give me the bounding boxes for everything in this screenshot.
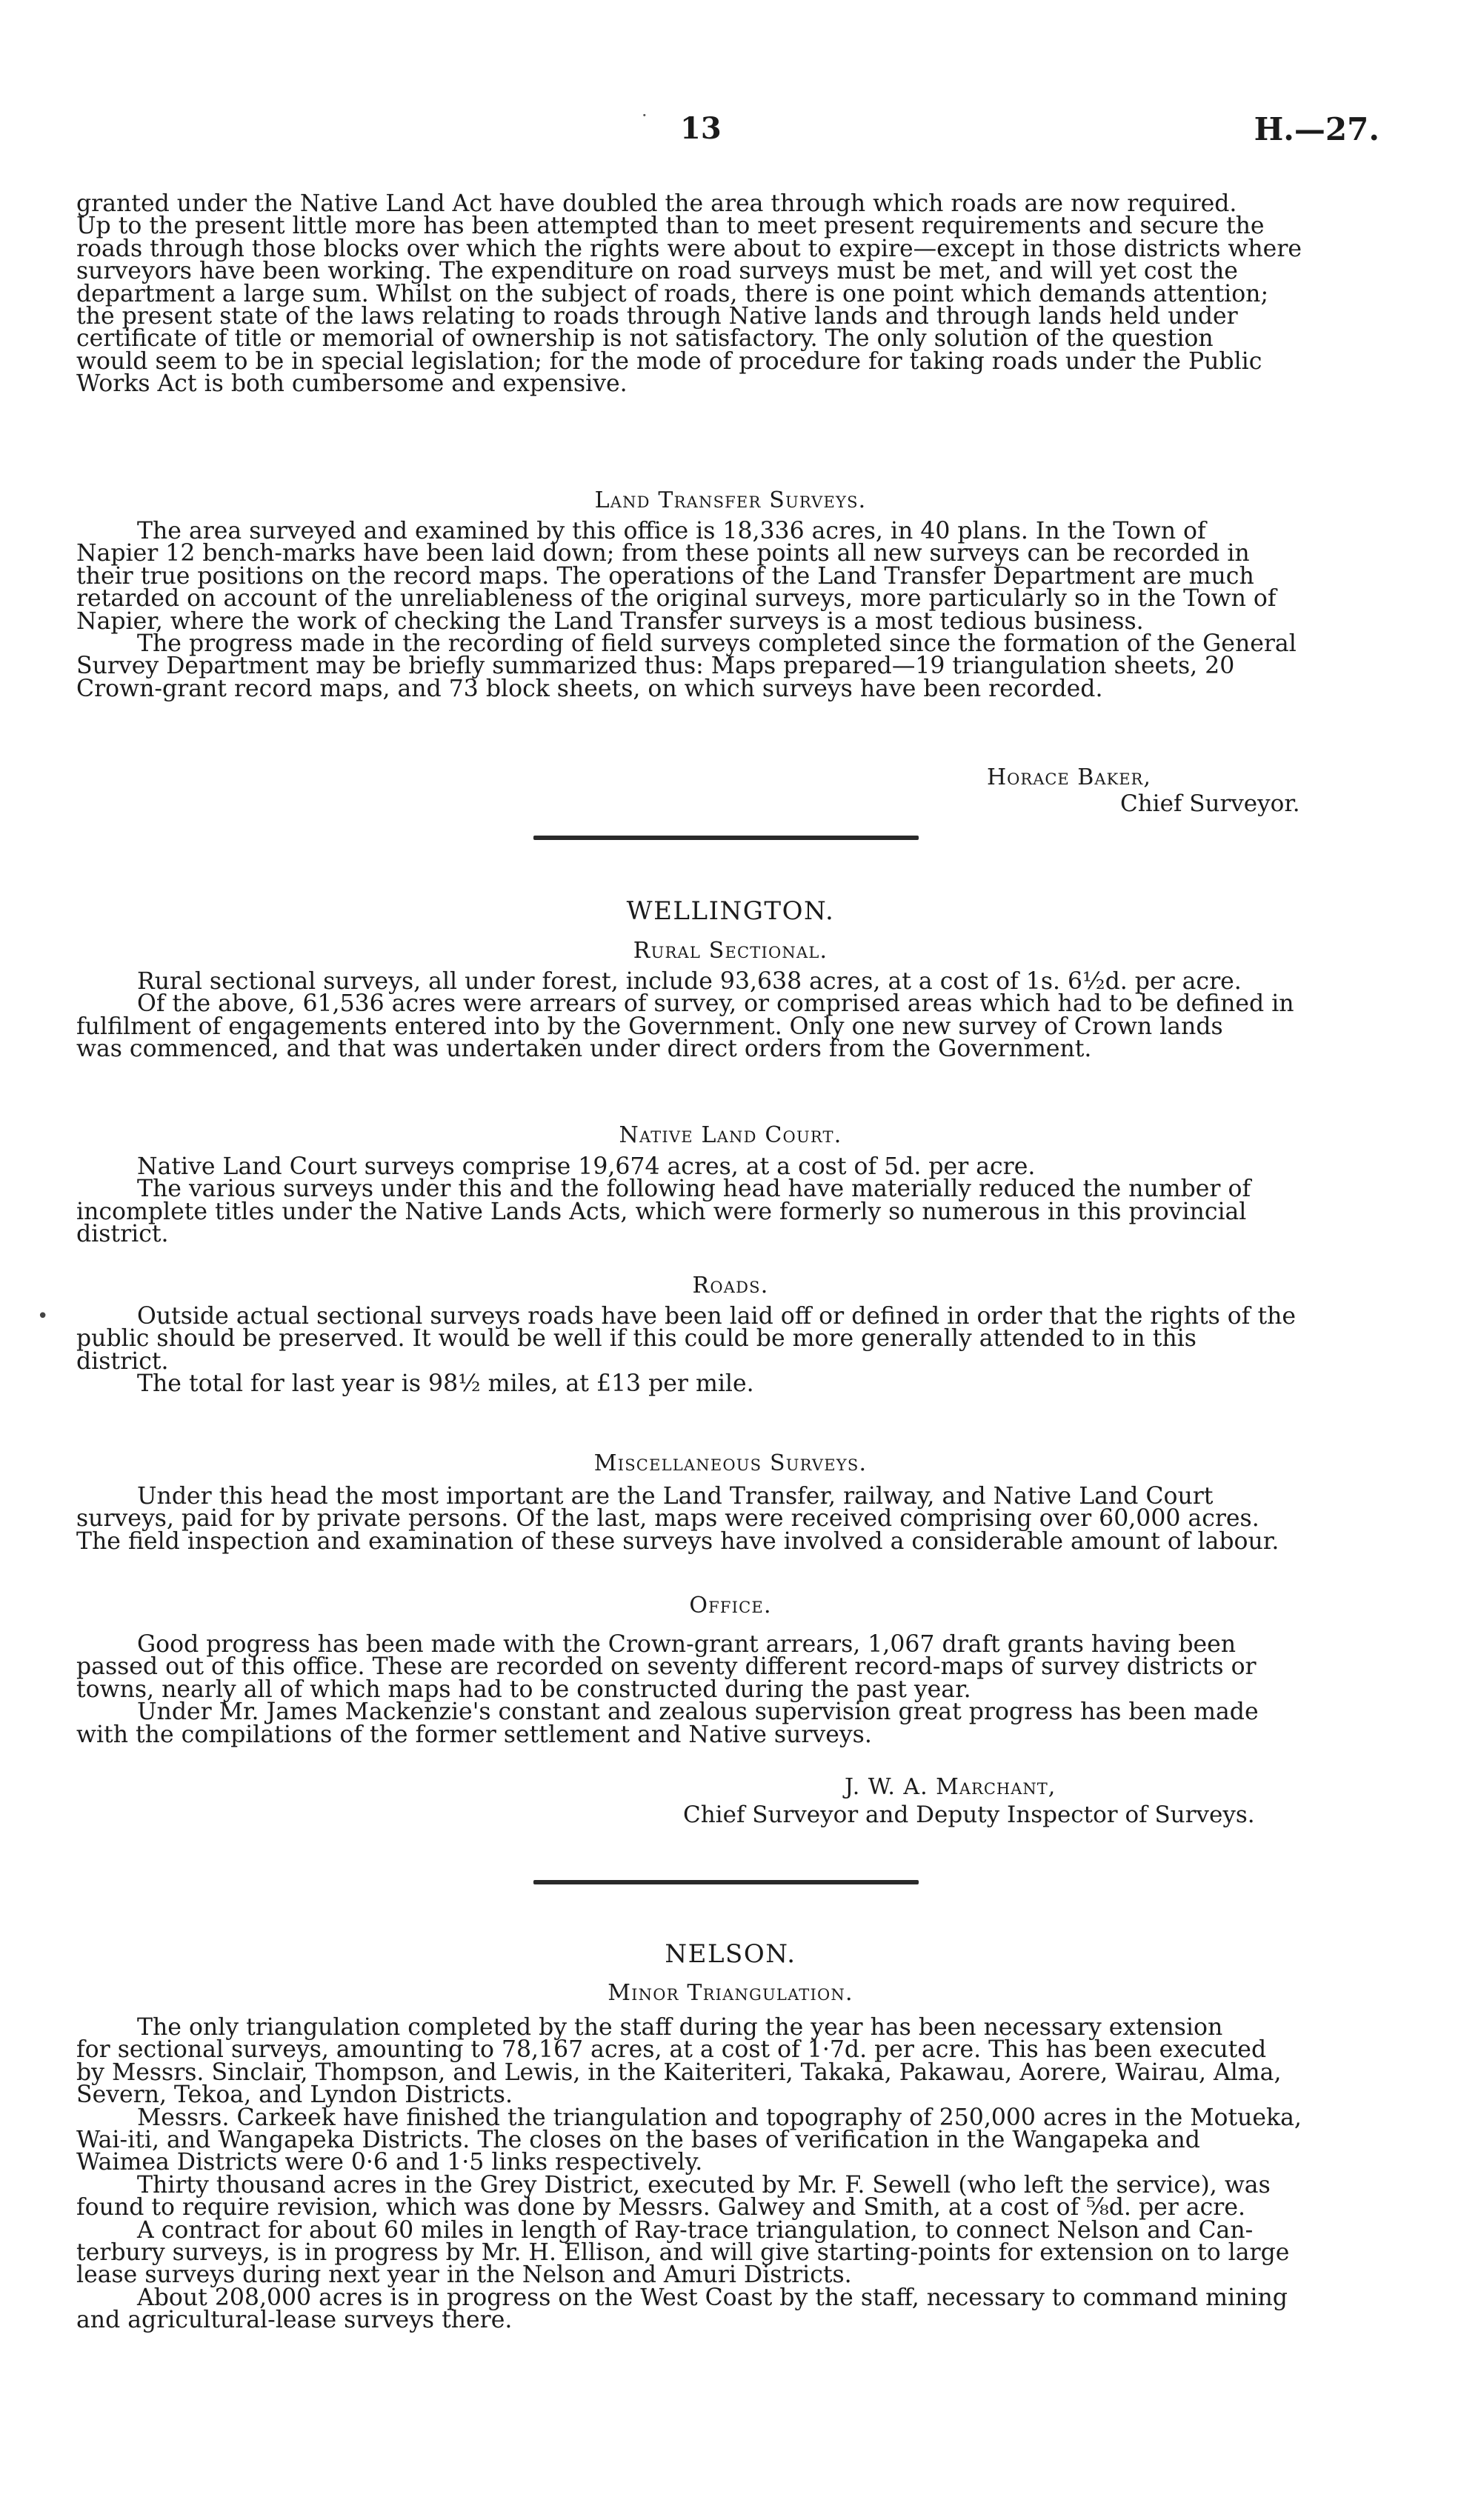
nlc-paragraph-1: Native Land Court surveys comprise 19,674 acres, at a cost of 5d. per acre. (137, 1153, 1036, 1180)
miscellaneous-section (76, 1485, 1378, 1553)
signature-name-baker: Horace Baker, (987, 764, 1151, 790)
nelson-title: NELSON. (665, 1939, 796, 1969)
nelson-section (76, 2016, 1378, 2332)
office-section (76, 1633, 1378, 1746)
intro-section (76, 190, 1378, 398)
office-heading: Office. (689, 1593, 772, 1619)
minor-triangulation-heading: Minor Triangulation. (608, 1980, 853, 2006)
roads-heading: Roads. (692, 1273, 769, 1299)
section-divider (533, 836, 919, 840)
office-paragraph-2: Under Mr. James Mackenzie's constant and zealous supervision great progress has been made with the compilations of the former settlement and Native surveys. (76, 1699, 1259, 1748)
land-transfer-paragraph-2: The progress made in the recording of field surveys completed since the formation of the General Survey Department may be briefly summarized thus: Maps prepared—19 triangulation sheets, 20 Crown-grant record maps, and 73 block sheets, on which surveys have been recorded. (76, 630, 1297, 702)
land-transfer-paragraph-1: The area surveyed and examined by this office is 18,336 acres, in 40 plans. In the Town of Napier 12 bench-marks have been laid down; from these points all new surveys can be recorded in their true positions on the record maps. The operations of the Land Transfer Department are much retarded on account of the unreliableness of the original surveys, more particularly so in the Town of Napier, where the work of checking the Land Transfer surveys is a most tedious business. (76, 518, 1277, 635)
section-divider-2 (533, 1880, 919, 1884)
nelson-paragraph-2: Messrs. Carkeek have finished the triangulation and topography of 250,000 acres in the Motueka, Wai-iti, and Wangapeka Districts. The closes on the bases of verification in the Wangapeka and Waimea Districts were 0·6 and 1·5 links respectively. (76, 2104, 1302, 2176)
nelson-paragraph-5: About 208,000 acres is in progress on the West Coast by the staff, necessary to command mining and agricultural-lease surveys there. (76, 2284, 1288, 2334)
page-number: 13 (680, 111, 722, 146)
margin-mark: • (37, 1305, 49, 1327)
nelson-paragraph-1: The only triangulation completed by the staff during the year has been necessary extension for sectional surveys, amounting to 78,167 acres, at a cost of 1·7d. per acre. This has been executed by Messrs. Sinclair, Thompson, and Lewis, in the Kaiteriteri, Takaka, Pakawau, Aorere, Wairau, Alma, Severn, Tekoa, and Lyndon Districts. (76, 2014, 1282, 2109)
native-land-court-section (76, 1153, 1378, 1248)
nelson-paragraph-3: Thirty thousand acres in the Grey District, executed by Mr. F. Sewell (who left the service), was found to require revision, which was done by Messrs. Galwey and Smith, at a cost of ⅝d. per acre. (76, 2171, 1271, 2221)
native-land-court-heading: Native Land Court. (619, 1122, 842, 1148)
roads-paragraph-2: The total for last year is 98½ miles, at £13 per mile. (137, 1370, 754, 1398)
document-code: H.—27. (1254, 111, 1380, 147)
nlc-paragraph-2: The various surveys under this and the following head have materially reduced the number of incomplete titles under the Native Lands Acts, which were formerly so numerous in this provincial district. (76, 1176, 1251, 1248)
rural-paragraph-2: Of the above, 61,536 acres were arrears of survey, or comprised areas which had to be defined in fulfilment of engagements entered into by the Government. Only one new survey of Crown lands was commenced, and that was undertaken under direct orders from the Government. (76, 990, 1294, 1063)
rural-sectional-heading: Rural Sectional. (633, 938, 828, 964)
office-paragraph-1: Good progress has been made with the Crown-grant arrears, 1,067 draft grants having been passed out of this office. These are recorded on seventy different record-maps of survey districts or towns, nearly all of which maps had to be constructed during the past year. (76, 1631, 1257, 1703)
signature-title-baker: Chief Surveyor. (1120, 790, 1300, 817)
roads-paragraph-1: Outside actual sectional surveys roads have been laid off or defined in order that the rights of the public should be preserved. It would be well if this could be more generally attended to in this district. (76, 1303, 1297, 1375)
miscellaneous-heading: Miscellaneous Surveys. (593, 1450, 868, 1476)
land-transfer-section (76, 520, 1378, 700)
nelson-paragraph-4: A contract for about 60 miles in length of Ray-trace triangulation, to connect Nelson and Can- terbury surveys, is in progress by Mr. H. Ellison, and will give starting-points for extension on to large lease surveys during next year in the Nelson and Amuri Districts. (76, 2216, 1290, 2289)
rural-paragraph-1: Rural sectional surveys, all under forest, include 93,638 acres, at a cost of 1s. 6½d. per acre. (137, 968, 1242, 995)
stray-mark: · (642, 105, 648, 126)
land-transfer-heading: Land Transfer Surveys. (594, 487, 867, 513)
intro-paragraph: granted under the Native Land Act have doubled the area through which roads are now required. Up to the present little more has been attempted than to meet present requirements and secure the roads through those blocks over which the rights were about to expire—except in those districts where surveyors have been working. The expenditure on road surveys must be met, and will yet cost the department a large sum. Whilst on the subject of roads, there is one point which demands attention; the present state of the laws relating to roads through Native lands and through lands held under certificate of title or memorial of ownership is not satisfactory. The only solution of the question would seem to be in special legislation; for the mode of procedure for taking roads under the Public Works Act is both cumbersome and expensive. (76, 190, 1302, 398)
rural-sectional-section (76, 970, 1378, 1061)
misc-paragraph: Under this head the most important are the Land Transfer, railway, and Native Land Court surveys, paid for by private persons. Of the last, maps were received comprising over 60,000 acres. The field inspection and examination of these surveys have involved a considerable amount of labour. (76, 1483, 1279, 1555)
wellington-title: WELLINGTON. (626, 896, 835, 926)
signature-name-marchant: J. W. A. Marchant, (845, 1774, 1056, 1800)
roads-section (76, 1305, 1378, 1396)
signature-title-marchant: Chief Surveyor and Deputy Inspector of Surveys. (683, 1801, 1255, 1828)
